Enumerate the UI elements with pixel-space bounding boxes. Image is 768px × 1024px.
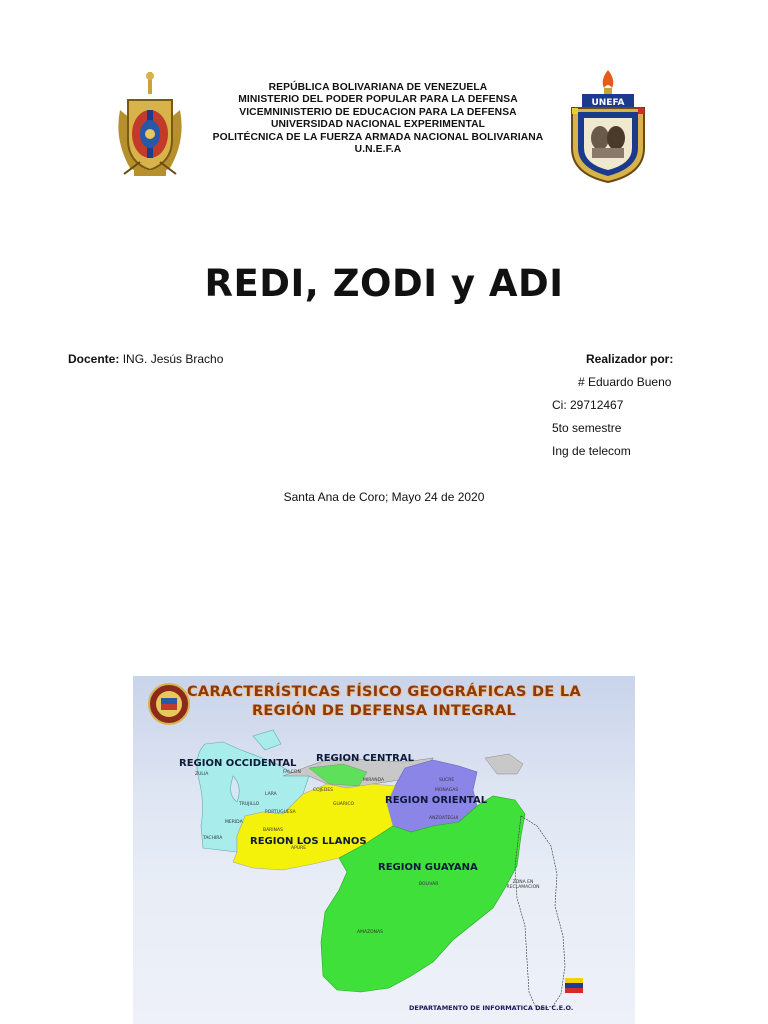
state-label: BARINAS: [263, 828, 283, 833]
institution-header: [190, 82, 566, 156]
state-label: TRUJILLO: [239, 802, 260, 807]
venezuela-coat-of-arms-logo: [110, 70, 190, 184]
map-title-line-2: REGIÓN DE DEFENSA INTEGRAL: [251, 703, 517, 719]
map-footer: DEPARTAMENTO DE INFORMATICA DEL C.E.O.: [409, 1004, 574, 1012]
unefa-logo-text: UNEFA: [591, 98, 625, 108]
defense-region-map-image: [133, 676, 635, 1024]
state-label: ANZOATEGUI: [429, 816, 459, 821]
unefa-shield-logo: [566, 68, 650, 184]
header-line: MINISTERIO DEL PODER POPULAR PARA LA DEFENSA: [238, 94, 518, 106]
author-career: Ing de telecom: [552, 444, 631, 458]
state-label: SUCRE: [439, 778, 455, 783]
docente-value: ING. Jesús Bracho: [122, 352, 224, 366]
state-label: ZONA EN RECLAMACION: [506, 880, 540, 890]
author-ci: Ci: 29712467: [552, 398, 624, 412]
region-occidental-label: REGION OCCIDENTAL: [179, 758, 297, 769]
state-label: BOLIVAR: [419, 882, 439, 887]
header-line: REPÚBLICA BOLIVARIANA DE VENEZUELA: [268, 82, 488, 93]
region-llanos-label: REGION LOS LLANOS: [250, 836, 367, 847]
state-label: TACHIRA: [203, 836, 223, 841]
map-title-line-1: CARACTERÍSTICAS FÍSICO GEOGRÁFICAS DE LA: [186, 684, 581, 700]
author-semester: 5to semestre: [552, 421, 622, 435]
docente-line: [68, 352, 223, 366]
state-label: COJEDES: [313, 788, 334, 793]
region-guayana-label: REGION GUAYANA: [378, 862, 478, 873]
venezuela-region-map: [133, 676, 635, 1024]
state-label: ZULIA: [195, 772, 209, 777]
state-label: MERIDA: [225, 820, 243, 825]
author-name: # Eduardo Bueno: [578, 375, 672, 389]
header-line: VICEMNINISTERIO DE EDUCACION PARA LA DEFENSA: [239, 106, 517, 118]
header-line: POLITÉCNICA DE LA FUERZA ARMADA NACIONAL BOLIVARIANA: [212, 131, 544, 143]
header-line: U.N.E.F.A: [354, 144, 402, 156]
state-label: APURE: [291, 846, 307, 851]
state-label: LARA: [265, 792, 277, 797]
docente-label: Docente:: [68, 352, 120, 366]
region-central-label: REGION CENTRAL: [316, 753, 414, 764]
state-label: PORTUGUESA: [265, 810, 296, 815]
place-date: Santa Ana de Coro; Mayo 24 de 2020: [283, 490, 485, 504]
region-oriental-label: REGION ORIENTAL: [385, 795, 488, 806]
state-label: MIRANDA: [363, 778, 385, 783]
realizador-label: Realizador por:: [586, 352, 674, 366]
document-title: REDI, ZODI y ADI: [204, 262, 564, 305]
header-line: UNIVERSIDAD NACIONAL EXPERIMENTAL: [270, 119, 486, 131]
state-label: GUARICO: [333, 802, 354, 807]
state-label: FALCON: [283, 770, 301, 775]
zona-en-reclamacion-outline: [515, 816, 565, 1010]
state-label: MONAGAS: [435, 788, 459, 793]
state-label: AMAZONAS: [357, 930, 383, 935]
